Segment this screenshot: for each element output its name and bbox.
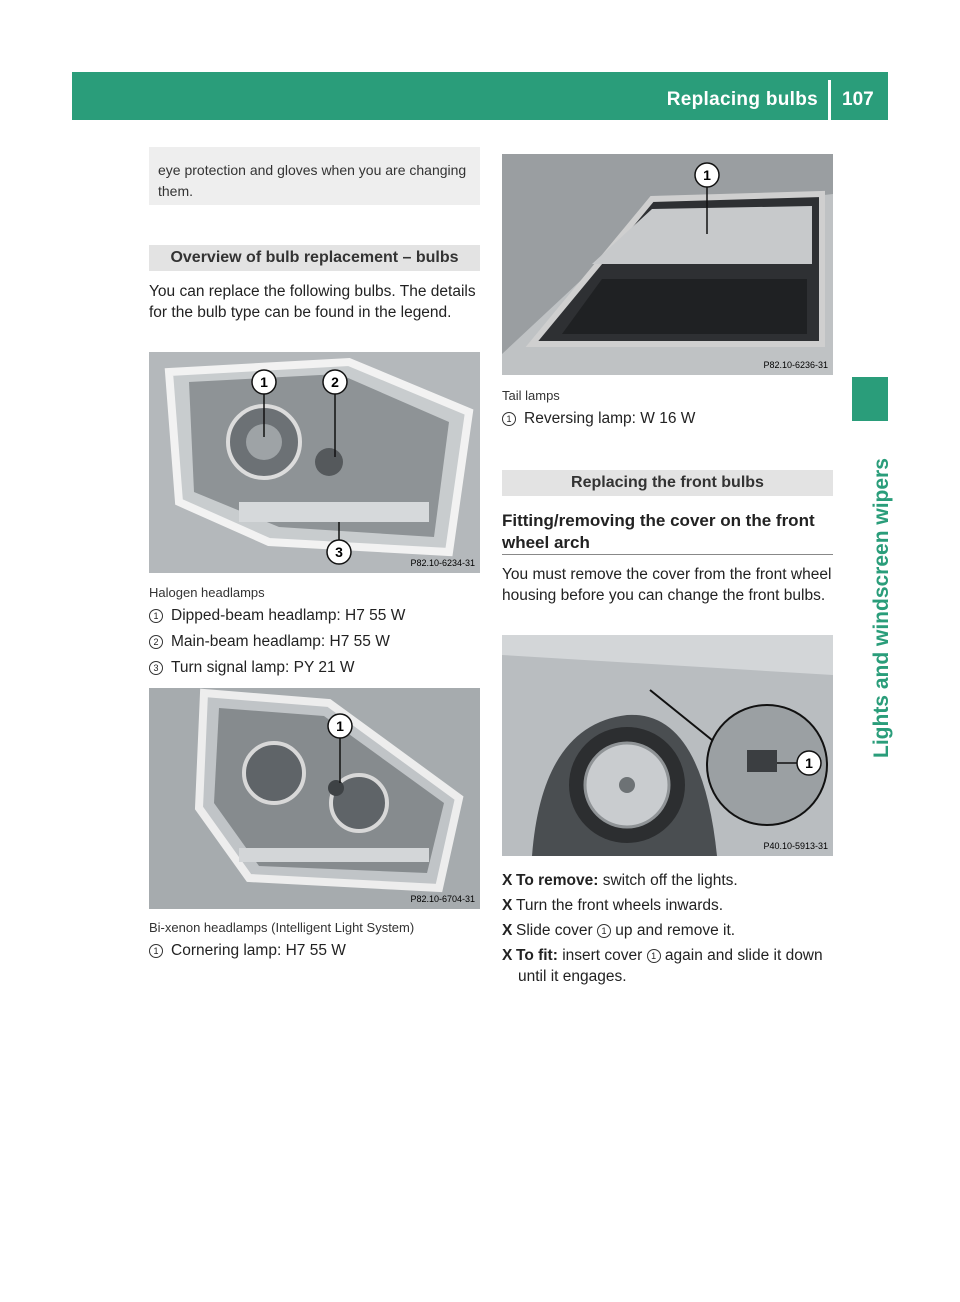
- svg-text:1: 1: [260, 374, 268, 390]
- svg-text:1: 1: [336, 718, 344, 734]
- halogen-legend-item-3: 3 Turn signal lamp: PY 21 W: [149, 659, 355, 677]
- halogen-caption: Halogen headlamps: [149, 585, 265, 600]
- side-tab: [852, 428, 893, 768]
- bixenon-legend-item-1: 1 Cornering lamp: H7 55 W: [149, 942, 346, 960]
- tail-figure-code: P82.10-6236-31: [763, 360, 828, 370]
- step-2: X Turn the front wheels inwards.: [502, 897, 724, 914]
- bixenon-caption: Bi-xenon headlamps (Intelligent Light System): [149, 920, 415, 935]
- section-heading-front-bulbs: Replacing the front bulbs: [502, 470, 833, 496]
- overview-intro: You can replace the following bulbs. The details for the bulb type can be found in the legend.: [149, 283, 476, 321]
- tail-lamp-figure: [502, 154, 833, 375]
- halogen-legend-item-1: 1 Dipped-beam headlamp: H7 55 W: [149, 607, 405, 625]
- wheel-arch-figure: [502, 635, 833, 856]
- bixenon-callout-1: [328, 714, 352, 738]
- subheading-wheel-arch-cover: Fitting/removing the cover on the front wheel arch: [502, 511, 815, 552]
- wheel-figure-code: P40.10-5913-31: [763, 841, 828, 851]
- page-header-title: Replacing bulbs: [666, 89, 818, 110]
- header-divider: [828, 80, 831, 120]
- step-3: X Slide cover 1 up and remove it.: [502, 922, 736, 939]
- side-tab-marker: [852, 377, 888, 421]
- step-4: X To fit: insert cover 1 again and slide it down until it engages.: [502, 947, 823, 985]
- bixenon-headlamp-image: [149, 688, 480, 909]
- inline-callout: 1: [647, 949, 661, 963]
- page-number: 107: [842, 89, 874, 110]
- halogen-callout-1: [252, 370, 276, 394]
- step-1: X To remove: switch off the lights.: [502, 872, 738, 889]
- front-bulbs-intro: You must remove the cover from the front wheel housing before you can change the front bulbs.: [502, 566, 832, 604]
- note-text: eye protection and gloves when you are changing them.: [158, 162, 467, 199]
- inline-callout: 1: [597, 924, 611, 938]
- halogen-legend-item-2: 2 Main-beam headlamp: H7 55 W: [149, 633, 390, 651]
- halogen-headlamp-figure: [149, 352, 480, 573]
- bixenon-headlamp-figure: [149, 688, 480, 909]
- halogen-callout-3: [327, 540, 351, 564]
- subheading-rule: [502, 554, 833, 555]
- tail-legend-item-1: 1 Reversing lamp: W 16 W: [502, 410, 695, 428]
- svg-text:3: 3: [335, 544, 343, 560]
- halogen-callout-2: [323, 370, 347, 394]
- wheel-arch-image: [502, 635, 833, 856]
- tail-lamp-image: [502, 154, 833, 375]
- tail-callout-1: [695, 163, 719, 187]
- side-tab-label: Lights and windscreen wipers: [870, 458, 893, 758]
- bixenon-figure-code: P82.10-6704-31: [410, 894, 475, 904]
- tail-caption: Tail lamps: [502, 388, 560, 403]
- wheel-callout-1: [797, 751, 821, 775]
- halogen-headlamp-image: [149, 352, 480, 573]
- section-heading-overview: Overview of bulb replacement – bulbs: [149, 245, 480, 271]
- halogen-figure-code: P82.10-6234-31: [410, 558, 475, 568]
- svg-text:1: 1: [805, 755, 813, 771]
- svg-text:1: 1: [703, 167, 711, 183]
- svg-text:2: 2: [331, 374, 339, 390]
